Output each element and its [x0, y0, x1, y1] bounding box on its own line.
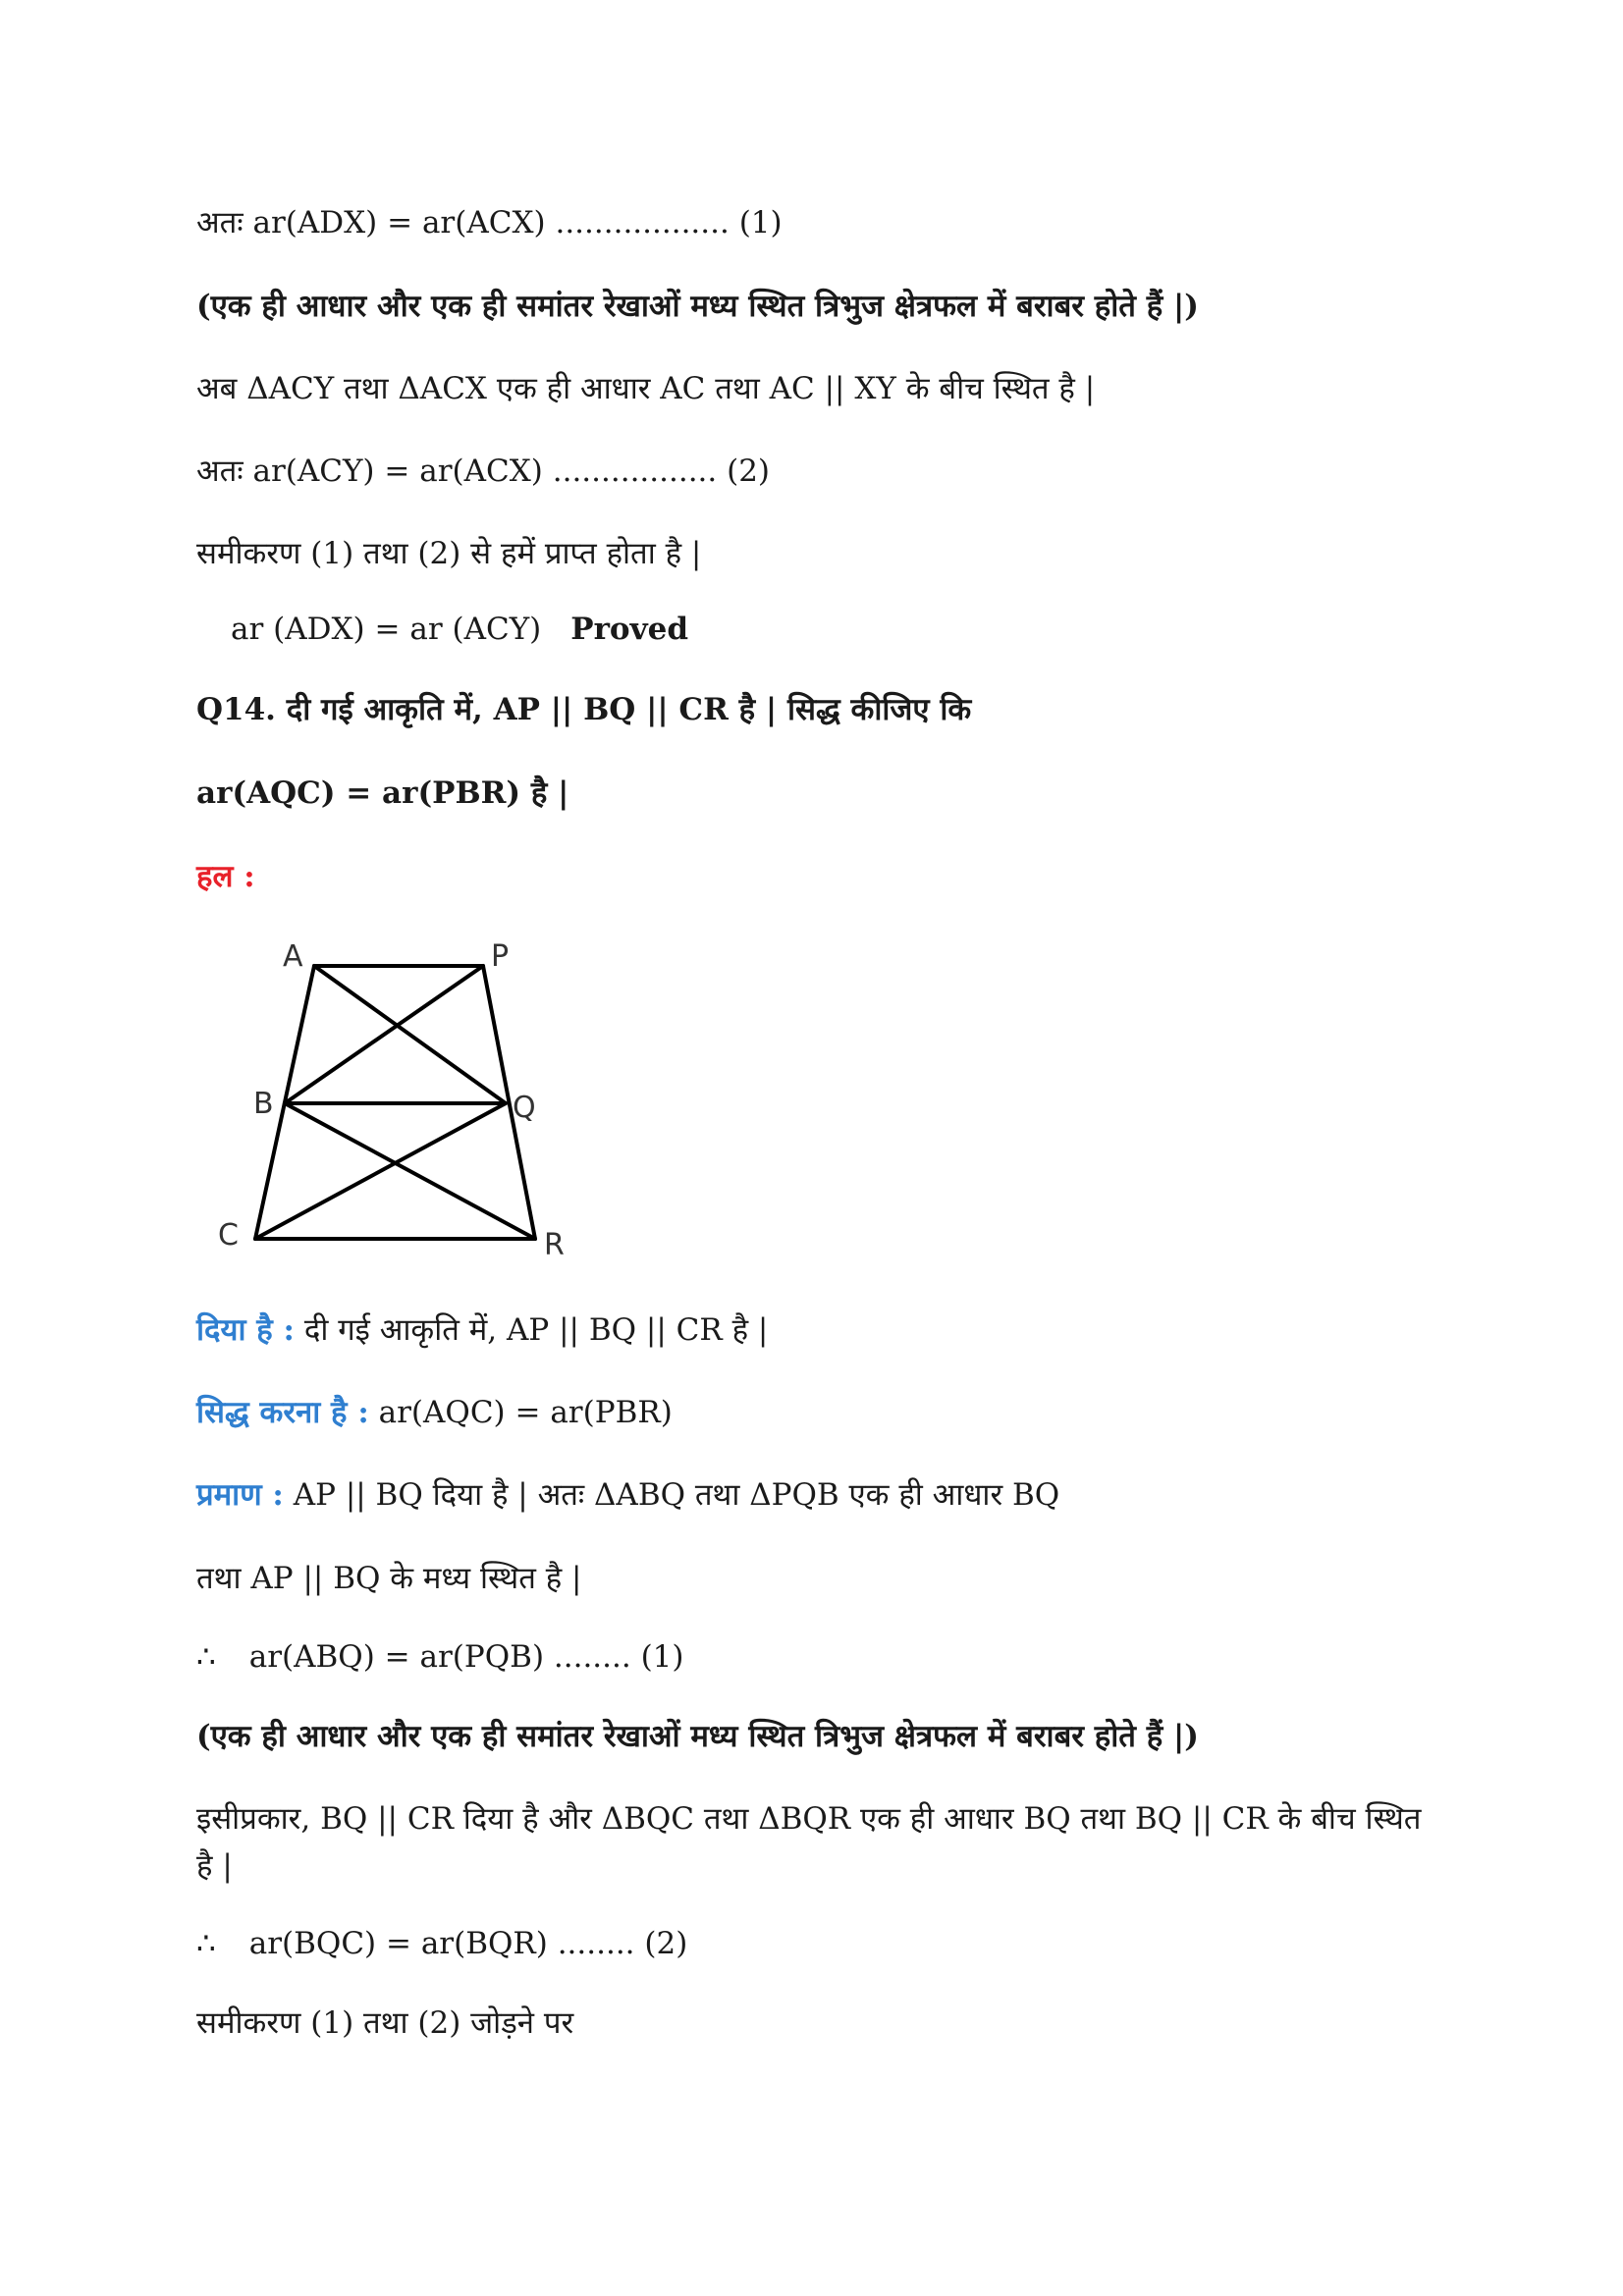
proved-expression: ar (ADX) = ar (ACY) — [231, 612, 542, 647]
trapezium-figure — [206, 933, 579, 1266]
equation-1: ar(ABQ) = ar(PQB) ........ (1) — [248, 1639, 684, 1675]
proved-label: Proved — [570, 612, 688, 647]
given-text: दी गई आकृति में, AP || BQ || CR है | — [295, 1312, 769, 1348]
label-q: Q — [513, 1091, 536, 1125]
statement-line-5: समीकरण (1) तथा (2) से हमें प्राप्त होता है | — [196, 536, 702, 571]
proved-line — [196, 610, 688, 649]
to-prove-line — [196, 1393, 673, 1432]
equation-1-line — [196, 1637, 683, 1677]
segment-br — [285, 1103, 535, 1239]
label-c: C — [218, 1218, 239, 1253]
similarly-paragraph: इसीप्रकार, BQ || CR दिया है और ΔBQC तथा ΔBQR एक ही आधार BQ तथा BQ || CR के बीच स्थित है | — [196, 1801, 1422, 1884]
equation-2-line — [196, 1924, 687, 1963]
proof-label: प्रमाण : — [196, 1477, 284, 1513]
segment-pb — [285, 966, 483, 1103]
theorem-note-2: (एक ही आधार और एक ही समांतर रेखाओं मध्य स्थित त्रिभुज क्षेत्रफल में बराबर होते हैं |) — [196, 1719, 1199, 1754]
segment-qc — [255, 1103, 506, 1239]
label-b: B — [253, 1087, 274, 1121]
given-label: दिया है : — [196, 1312, 295, 1348]
adding-equations-line: समीकरण (1) तथा (2) जोड़ने पर — [196, 2005, 574, 2041]
question-14-claim: ar(AQC) = ar(PBR) है | — [196, 775, 569, 811]
therefore-symbol: ∴ — [196, 1639, 216, 1675]
given-line — [196, 1310, 768, 1350]
therefore-symbol-2: ∴ — [196, 1926, 216, 1961]
label-r: R — [544, 1228, 565, 1262]
label-a: A — [283, 939, 303, 974]
statement-line-4: अतः ar(ACY) = ar(ACX) ................. (2) — [196, 454, 771, 489]
proof-line — [196, 1475, 1059, 1515]
statement-line-3: अब ΔACY तथा ΔACX एक ही आधार AC तथा AC || XY के बीच स्थित है | — [196, 371, 1096, 406]
segment-aq — [314, 966, 506, 1103]
equation-2: ar(BQC) = ar(BQR) ........ (2) — [248, 1926, 688, 1961]
proof-text: AP || BQ दिया है | अतः ΔABQ तथा ΔPQB एक ही आधार BQ — [283, 1477, 1060, 1513]
proof-continuation: तथा AP || BQ के मध्य स्थित है | — [196, 1561, 582, 1596]
question-14: Q14. दी गई आकृति में, AP || BQ || CR है | सिद्ध कीजिए कि — [196, 692, 972, 727]
theorem-note: (एक ही आधार और एक ही समांतर रेखाओं मध्य स्थित त्रिभुज क्षेत्रफल में बराबर होते हैं |) — [196, 289, 1199, 324]
to-prove-label: सिद्ध करना है : — [196, 1395, 369, 1430]
solution-heading: हल : — [196, 859, 255, 894]
label-p: P — [491, 939, 510, 974]
to-prove-text: ar(AQC) = ar(PBR) — [368, 1395, 673, 1430]
statement-line-1: अतः ar(ADX) = ar(ACX) .................. (1) — [196, 205, 783, 240]
